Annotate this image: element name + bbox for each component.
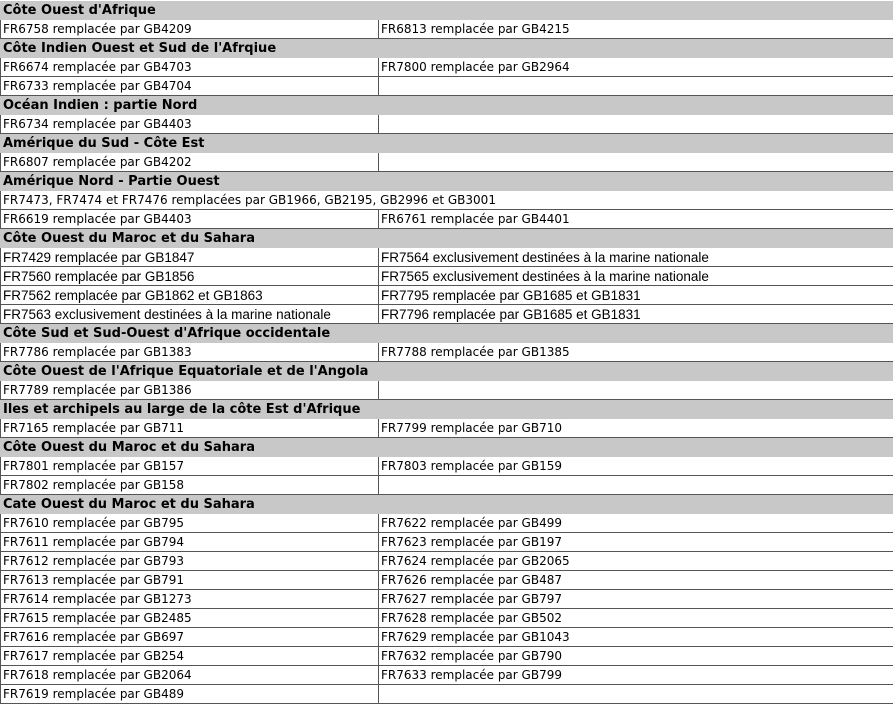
table-cell-left: FR7613 remplacée par GB791 [1,571,379,590]
table-cell-left: FR7560 remplacée par GB1856 [1,267,379,286]
table-row [1,514,893,533]
table-cell-right: FR7629 remplacée par GB1043 [379,628,893,647]
section-header-row [1,172,893,191]
table-cell-right [379,685,893,704]
section-header-row [1,134,893,153]
table-cell-left: FR7612 remplacée par GB793 [1,552,379,571]
table-cell-right: FR7626 remplacée par GB487 [379,571,893,590]
table-cell-left: FR6758 remplacée par GB4209 [1,20,379,39]
table-cell-left: FR6734 remplacée par GB4403 [1,115,379,134]
table-cell-left: FR7619 remplacée par GB489 [1,685,379,704]
section-title: Amérique du Sud - Côte Est [1,134,893,153]
table-cell-left: FR7786 remplacée par GB1383 [1,343,379,362]
table-cell-right: FR7632 remplacée par GB790 [379,647,893,666]
table-cell-right [379,153,893,172]
section-title: Iles et archipels au large de la côte Est d'Afrique [1,400,893,419]
section-header-row [1,362,893,381]
table-row [1,191,893,210]
table-cell-left: FR6674 remplacée par GB4703 [1,58,379,77]
table-row [1,286,893,305]
table-cell-right: FR7624 remplacée par GB2065 [379,552,893,571]
section-title: Côte Ouest d'Afrique [1,1,893,20]
table-cell-left: FR7616 remplacée par GB697 [1,628,379,647]
section-title: Côte Sud et Sud-Ouest d'Afrique occidentale [1,324,893,343]
section-title: Côte Indien Ouest et Sud de l'Afrqiue [1,39,893,58]
table-row [1,457,893,476]
section-header-row [1,495,893,514]
table-cell-left: FR7563 exclusivement destinées à la marine nationale [1,305,379,324]
table-row [1,552,893,571]
table-cell-left: FR7801 remplacée par GB157 [1,457,379,476]
table-cell-right: FR7564 exclusivement destinées à la marine nationale [379,248,893,267]
section-header-row [1,438,893,457]
table-cell-right: FR6761 remplacée par GB4401 [379,210,893,229]
table-cell-right: FR7800 remplacée par GB2964 [379,58,893,77]
table-cell-left: FR6807 remplacée par GB4202 [1,153,379,172]
table-row [1,685,893,704]
table-cell-right: FR7628 remplacée par GB502 [379,609,893,628]
table-row [1,267,893,286]
table-cell-left: FR7614 remplacée par GB1273 [1,590,379,609]
section-header-row [1,96,893,115]
table-cell-left: FR7789 remplacée par GB1386 [1,381,379,400]
table-row [1,305,893,324]
table-row [1,153,893,172]
table-row [1,666,893,685]
section-header-row [1,1,893,20]
table-row [1,533,893,552]
table-row [1,609,893,628]
table-cell-right: FR7565 exclusivement destinées à la marine nationale [379,267,893,286]
table-cell-full: FR7473, FR7474 et FR7476 remplacées par GB1966, GB2195, GB2996 et GB3001 [1,191,893,210]
section-title: Côte Ouest de l'Afrique Equatoriale et de l'Angola [1,362,893,381]
table-row [1,628,893,647]
section-header-row [1,39,893,58]
section-header-row [1,229,893,248]
table-row [1,20,893,39]
table-cell-right: FR7795 remplacée par GB1685 et GB1831 [379,286,893,305]
table-cell-right: FR7627 remplacée par GB797 [379,590,893,609]
table-cell-left: FR7802 remplacée par GB158 [1,476,379,495]
table-cell-right: FR6813 remplacée par GB4215 [379,20,893,39]
table-cell-left: FR7610 remplacée par GB795 [1,514,379,533]
table-row [1,381,893,400]
section-title: Amérique Nord - Partie Ouest [1,172,893,191]
table-cell-right: FR7623 remplacée par GB197 [379,533,893,552]
table-cell-left: FR7165 remplacée par GB711 [1,419,379,438]
table-row [1,647,893,666]
table-cell-left: FR7618 remplacée par GB2064 [1,666,379,685]
table-row [1,115,893,134]
table-row [1,210,893,229]
table-cell-right: FR7633 remplacée par GB799 [379,666,893,685]
table-row [1,590,893,609]
table-cell-left: FR6733 remplacée par GB4704 [1,77,379,96]
table-body [1,1,893,704]
table-cell-right: FR7788 remplacée par GB1385 [379,343,893,362]
table-row [1,77,893,96]
table-cell-right [379,381,893,400]
section-title: Côte Ouest du Maroc et du Sahara [1,438,893,457]
table-row [1,58,893,77]
table-cell-right [379,476,893,495]
table-cell-right [379,77,893,96]
section-title: Côte Ouest du Maroc et du Sahara [1,229,893,248]
table-cell-left: FR7611 remplacée par GB794 [1,533,379,552]
table-cell-right: FR7803 remplacée par GB159 [379,457,893,476]
table-cell-right: FR7622 remplacée par GB499 [379,514,893,533]
table-cell-left: FR7615 remplacée par GB2485 [1,609,379,628]
table-cell-right: FR7796 remplacée par GB1685 et GB1831 [379,305,893,324]
table-cell-left: FR7562 remplacée par GB1862 et GB1863 [1,286,379,305]
table-cell-right: FR7799 remplacée par GB710 [379,419,893,438]
table-cell-left: FR7429 remplacée par GB1847 [1,248,379,267]
table-cell-left: FR6619 remplacée par GB4403 [1,210,379,229]
table-cell-left: FR7617 remplacée par GB254 [1,647,379,666]
table-row [1,343,893,362]
table-row [1,248,893,267]
section-header-row [1,324,893,343]
section-header-row [1,400,893,419]
table-row [1,571,893,590]
table-row [1,476,893,495]
table-cell-right [379,115,893,134]
section-title: Cate Ouest du Maroc et du Sahara [1,495,893,514]
section-title: Océan Indien : partie Nord [1,96,893,115]
table-row [1,419,893,438]
